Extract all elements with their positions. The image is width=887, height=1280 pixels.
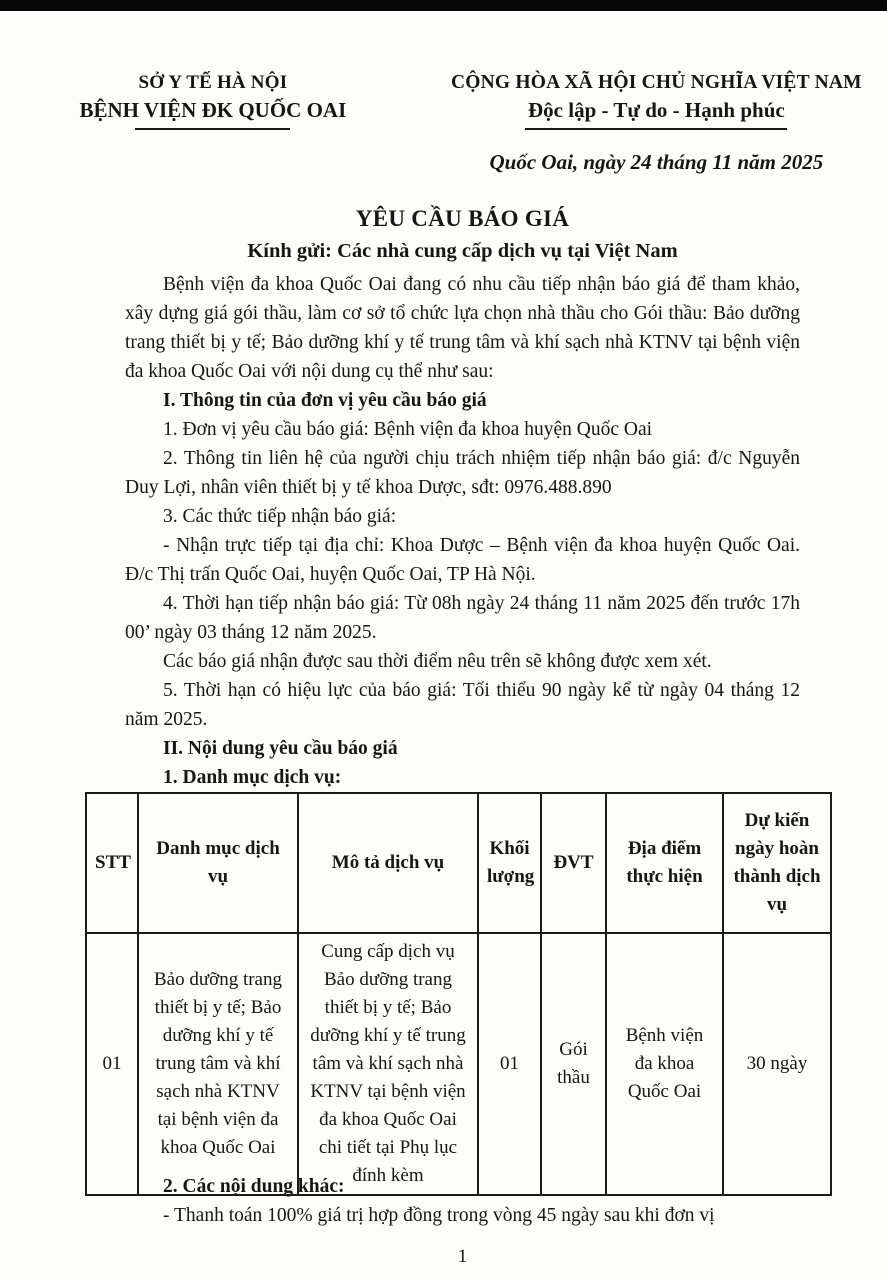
cell-dvt: Gói thầu xyxy=(541,933,606,1195)
other-contents-section xyxy=(125,1172,800,1230)
salutation-line: Kính gửi: Các nhà cung cấp dịch vụ tại Việt Nam xyxy=(247,240,678,262)
place-date-line: Quốc Oai, ngày 24 tháng 11 năm 2025 xyxy=(489,150,824,174)
cell-mo-ta: Cung cấp dịch vụ Bảo dưỡng trang thiết bị y tế; Bảo dưỡng khí y tế trung tâm và khí sạch nhà KTNV tại bệnh viện đa khoa Quốc Oai chi tiết tại Phụ lục đính kèm xyxy=(298,933,478,1195)
section1-item: - Nhận trực tiếp tại địa chỉ: Khoa Dược – Bệnh viện đa khoa huyện Quốc Oai. Đ/c Thị trấn Quốc Oai, huyện Quốc Oai, TP Hà Nội. xyxy=(125,535,800,585)
table-row xyxy=(86,933,831,1195)
org-name-underline xyxy=(135,128,290,130)
page-number: 1 xyxy=(457,1246,468,1267)
letterhead xyxy=(0,72,887,175)
section1-heading: I. Thông tin của đơn vị yêu cầu báo giá xyxy=(163,390,487,411)
payment-term-line: - Thanh toán 100% giá trị hợp đồng trong vòng 45 ngày sau khi đơn vị xyxy=(163,1205,715,1226)
section1-item: 1. Đơn vị yêu cầu báo giá: Bệnh viện đa khoa huyện Quốc Oai xyxy=(163,419,653,440)
intro-paragraph: Bệnh viện đa khoa Quốc Oai đang có nhu cầu tiếp nhận báo giá để tham khảo, xây dựng giá gói thầu, làm cơ sở tổ chức lựa chọn nhà thầu cho Gói thầu: Bảo dưỡng trang thiết bị y tế; Bảo dưỡng khí y tế trung tâm và khí sạch nhà KTNV tại bệnh viện đa khoa Quốc Oai với nội dung cụ thể như sau: xyxy=(125,274,800,382)
cell-khoi-luong: 01 xyxy=(478,933,541,1195)
section2-heading: II. Nội dung yêu cầu báo giá xyxy=(163,738,398,759)
col-header-mo-ta: Mô tả dịch vụ xyxy=(298,793,478,933)
national-motto: Độc lập - Tự do - Hạnh phúc xyxy=(528,98,785,122)
col-header-dvt: ĐVT xyxy=(541,793,606,933)
cell-du-kien: 30 ngày xyxy=(723,933,831,1195)
parent-org-name: SỞ Y TẾ HÀ NỘI xyxy=(138,72,288,93)
section1-item: 3. Các thức tiếp nhận báo giá: xyxy=(163,506,397,527)
section1-item: 2. Thông tin liên hệ của người chịu trách nhiệm tiếp nhận báo giá: đ/c Nguyễn Duy Lợi, nhân viên thiết bị y tế khoa Dược, sđt: 0976.488.890 xyxy=(125,448,800,498)
section1-item: 4. Thời hạn tiếp nhận báo giá: Từ 08h ngày 24 tháng 11 năm 2025 đến trước 17h 00’ ngày 03 tháng 12 năm 2025. xyxy=(125,593,800,643)
letterhead-issuing-org xyxy=(0,72,426,175)
cell-danh-muc: Bảo dưỡng trang thiết bị y tế; Bảo dưỡng khí y tế trung tâm và khí sạch nhà KTNV tại bệnh viện đa khoa Quốc Oai xyxy=(138,933,298,1195)
service-list-heading: 1. Danh mục dịch vụ: xyxy=(163,767,342,788)
col-header-danh-muc: Danh mục dịch vụ xyxy=(138,793,298,933)
col-header-du-kien: Dự kiến ngày hoàn thành dịch vụ xyxy=(723,793,831,933)
cell-stt: 01 xyxy=(86,933,138,1195)
col-header-khoi-luong: Khối lượng xyxy=(478,793,541,933)
other-contents-heading: 2. Các nội dung khác: xyxy=(163,1176,345,1197)
document-body xyxy=(125,270,800,792)
scan-top-edge-bar xyxy=(0,0,887,11)
col-header-stt: STT xyxy=(86,793,138,933)
service-table xyxy=(85,792,832,1196)
section1-item: 5. Thời hạn có hiệu lực của báo giá: Tối thiểu 90 ngày kể từ ngày 04 tháng 12 năm 2025. xyxy=(125,680,800,730)
table-header-row xyxy=(86,793,831,933)
col-header-dia-diem: Địa điểm thực hiện xyxy=(606,793,723,933)
national-title: CỘNG HÒA XÃ HỘI CHỦ NGHĨA VIỆT NAM xyxy=(450,72,862,93)
hospital-name: BỆNH VIỆN ĐK QUỐC OAI xyxy=(79,98,347,122)
section1-item: Các báo giá nhận được sau thời điểm nêu trên sẽ không được xem xét. xyxy=(163,651,712,672)
letterhead-national-header xyxy=(426,72,887,175)
document-title: YÊU CẦU BÁO GIÁ xyxy=(355,206,570,231)
cell-dia-diem: Bệnh viện đa khoa Quốc Oai xyxy=(606,933,723,1195)
motto-underline xyxy=(525,128,787,130)
